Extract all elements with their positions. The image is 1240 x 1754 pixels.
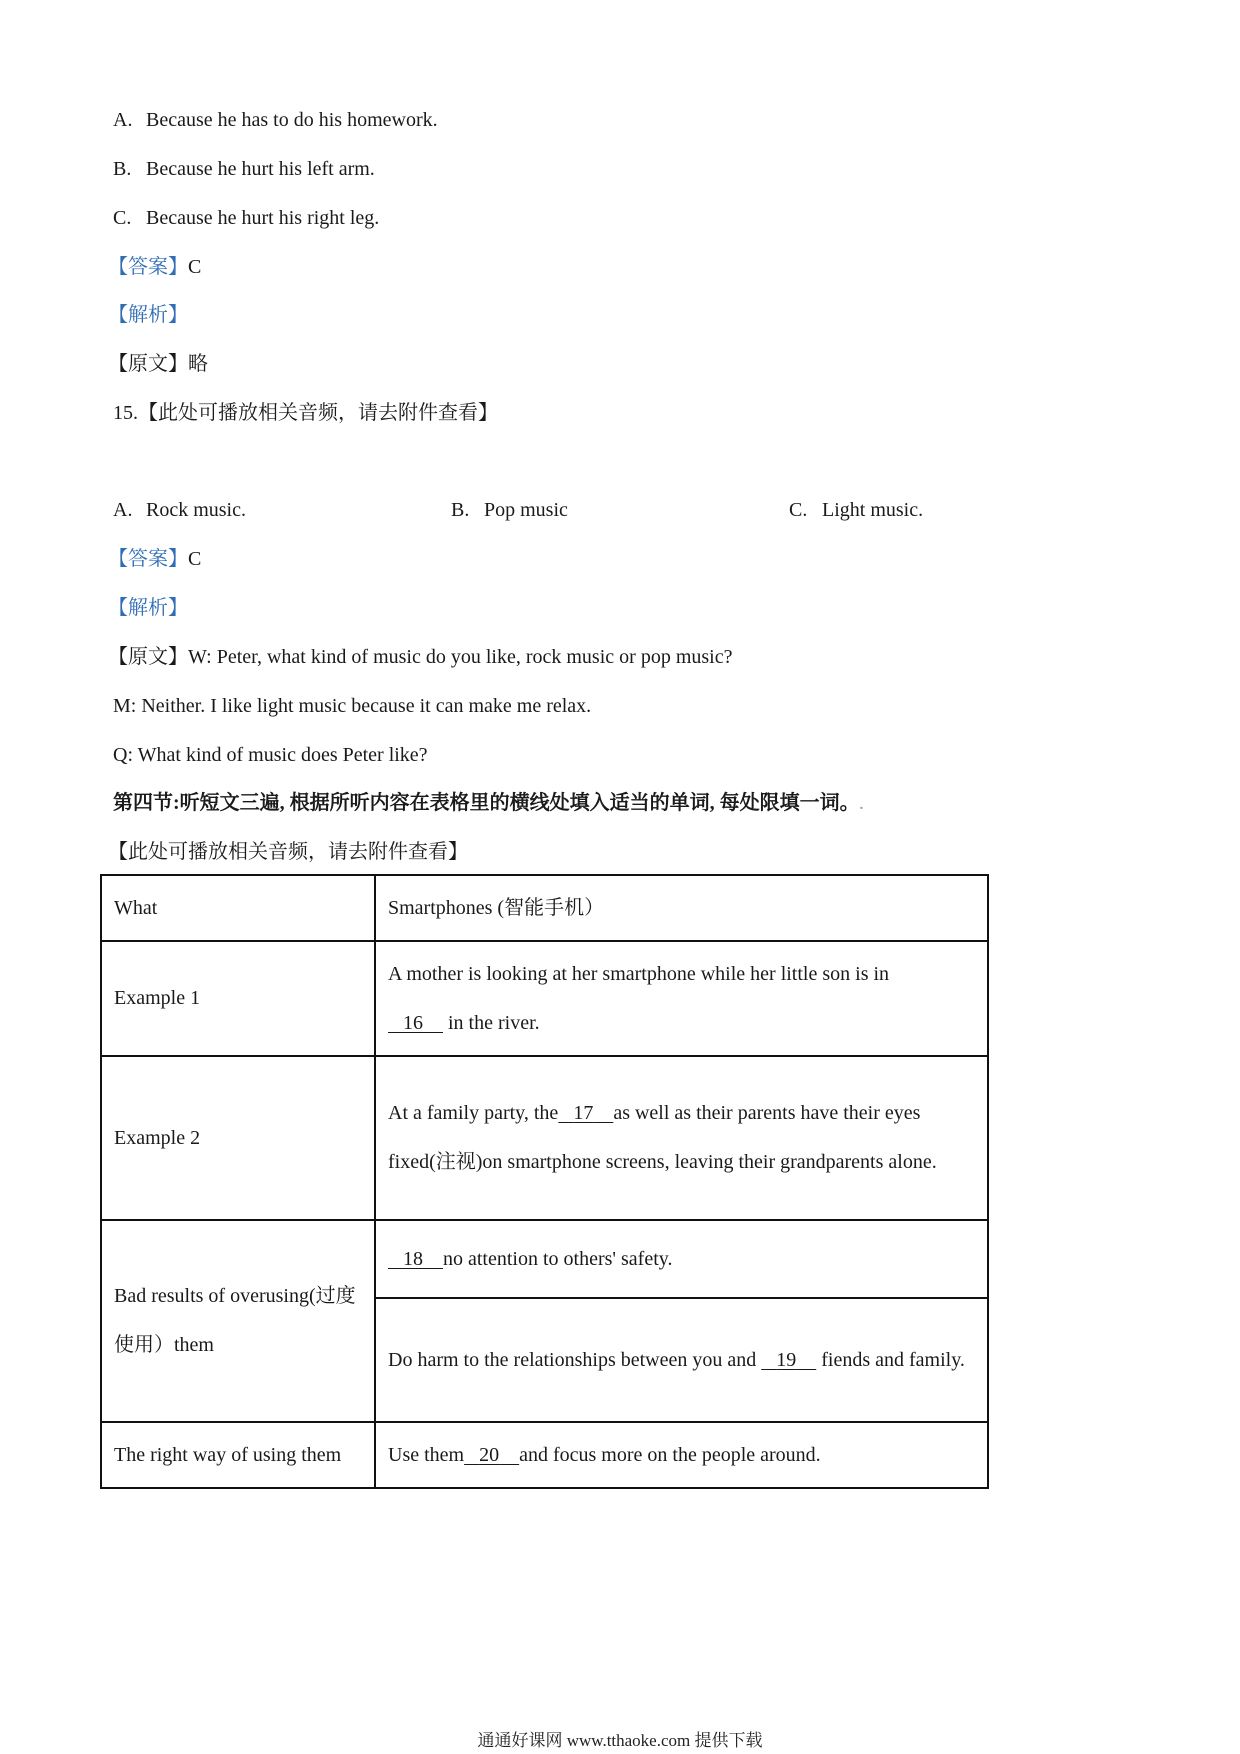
original-line: W: Peter, what kind of music do you like, rock music or pop music? — [188, 646, 733, 668]
text: as well as their parents have their eyes fixed(注视)on smartphone screens, leaving their grandparents alone. — [388, 1102, 937, 1173]
q15-option-b — [451, 498, 568, 522]
section-title-text: 第四节:听短文三遍, 根据所听内容在表格里的横线处填入适当的单词, 每处限填一词。 — [113, 792, 860, 814]
section-title — [113, 791, 863, 818]
option-text: Because he hurt his left arm. — [146, 158, 375, 180]
text: At a family party, the — [388, 1102, 559, 1124]
row-label: The right way of using them — [101, 1422, 375, 1488]
option-letter: B. — [451, 499, 470, 521]
blank-number: 19 — [776, 1348, 797, 1371]
option-text: Because he has to do his homework. — [146, 109, 438, 131]
q15-title: 15.【此处可播放相关音频，请去附件查看】 — [113, 402, 498, 424]
blank-18 — [388, 1235, 443, 1284]
q15-original — [108, 645, 732, 669]
original-value: 略 — [188, 353, 208, 375]
answer-value: C — [188, 548, 202, 570]
table-row — [101, 1220, 988, 1298]
q14-analysis — [108, 303, 188, 327]
answer-label: 【答案】 — [108, 548, 188, 570]
text: Use them — [388, 1443, 465, 1466]
answer-value: C — [188, 256, 202, 278]
q14-original — [108, 352, 208, 376]
table-row — [101, 941, 988, 1056]
q15-original-line-3: Q: What kind of music does Peter like? — [113, 744, 428, 766]
option-letter: A. — [113, 109, 133, 131]
text: A mother is looking at her smartphone while her little son is in — [388, 962, 890, 985]
text: no attention to others' safety. — [443, 1247, 673, 1270]
row-label: Example 1 — [101, 941, 375, 1056]
text: in the river. — [448, 1011, 540, 1034]
table-row — [101, 1056, 988, 1220]
row-content — [375, 1298, 988, 1422]
blank-number: 17 — [573, 1102, 594, 1124]
option-letter: A. — [113, 499, 133, 521]
option-text: Because he hurt his right leg. — [146, 207, 380, 229]
audio-note: 【此处可播放相关音频，请去附件查看】 — [108, 841, 468, 863]
text: fiends and family. — [821, 1348, 965, 1371]
q14-option-c — [113, 206, 379, 230]
option-text: Rock music. — [146, 499, 246, 521]
table-row — [101, 875, 988, 941]
blank-number: 18 — [403, 1247, 423, 1270]
page-footer: 通通好课网 www.tthaoke.com 提供下载 — [477, 1731, 763, 1750]
row-content — [375, 1422, 988, 1488]
blank-20 — [464, 1431, 519, 1480]
row-content — [375, 941, 988, 1056]
row-label: Example 2 — [101, 1056, 375, 1220]
option-text: Pop music — [484, 499, 568, 521]
q15-analysis — [108, 596, 188, 620]
option-letter: C. — [789, 499, 808, 521]
section-title-dot: . — [859, 798, 864, 813]
q15-answer — [108, 547, 201, 571]
original-label: 【原文】 — [108, 646, 188, 668]
analysis-label: 【解析】 — [108, 304, 188, 326]
row-label: What — [101, 875, 375, 941]
original-label: 【原文】 — [108, 353, 188, 375]
row-content: Smartphones (智能手机） — [375, 875, 988, 941]
q14-option-b — [113, 157, 375, 181]
blank-17 — [558, 1089, 613, 1138]
blank-19 — [761, 1336, 816, 1385]
fill-in-table — [100, 874, 989, 1489]
q14-answer — [108, 255, 201, 279]
q14-option-a — [113, 108, 438, 132]
blank-number: 20 — [479, 1443, 500, 1466]
answer-label: 【答案】 — [108, 256, 188, 278]
text: Do harm to the relationships between you and — [388, 1348, 757, 1371]
row-content — [375, 1056, 988, 1220]
table-row — [101, 1422, 988, 1488]
q15-option-c — [789, 498, 923, 522]
text: and focus more on the people around. — [519, 1443, 821, 1466]
option-letter: B. — [113, 158, 132, 180]
option-letter: C. — [113, 207, 132, 229]
q15-original-line-2: M: Neither. I like light music because it can make me relax. — [113, 695, 592, 717]
option-text: Light music. — [822, 499, 924, 521]
blank-16 — [388, 999, 443, 1048]
q15-option-a — [113, 498, 246, 522]
row-content — [375, 1220, 988, 1298]
blank-number: 16 — [403, 1011, 423, 1034]
analysis-label: 【解析】 — [108, 597, 188, 619]
row-label: Bad results of overusing(过度使用）them — [101, 1220, 375, 1422]
